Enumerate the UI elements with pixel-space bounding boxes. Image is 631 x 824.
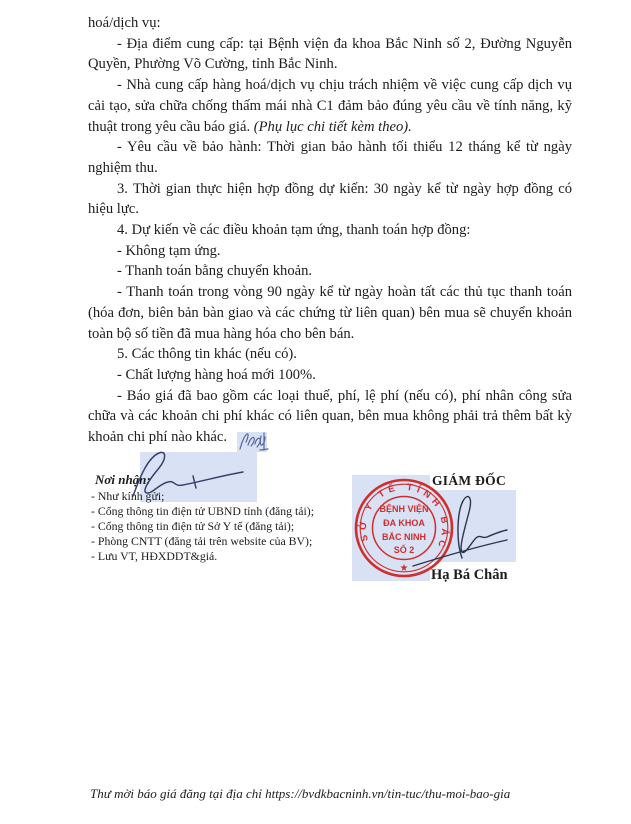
footer-note: Thư mời báo giá đăng tại địa chỉ https://bvdkbacninh.vn/tin-tuc/thu-moi-bao-gia — [90, 786, 511, 801]
recipients-label: Nơi nhận: — [95, 472, 151, 487]
body-paragraph — [88, 137, 572, 178]
paragraph-text: - Yêu cầu về bảo hành: Thời gian bảo hành tối thiểu 12 tháng kể từ ngày nghiệm thu. — [88, 139, 572, 176]
body-paragraph — [88, 13, 572, 34]
body-paragraph — [88, 75, 572, 137]
stamp-center-line-1: BỆNH VIỆN — [379, 504, 429, 514]
body-paragraph — [88, 386, 572, 448]
stamp-star-icon: ★ — [399, 563, 409, 574]
stamp-center-line-4: SỐ 2 — [393, 545, 415, 555]
director-title: GIÁM ĐỐC — [432, 473, 507, 488]
paragraph-text: - Báo giá đã bao gồm các loại thuế, phí, lệ phí (nếu có), phí nhân công sửa chữa và các khoản chi phí khác có liên quan, bên mua không phải trả thêm bất kỳ khoản chi phí nào khác. — [88, 387, 572, 446]
paragraph-text: 4. Dự kiến về các điều khoản tạm ứng, thanh toán hợp đồng: — [117, 222, 471, 239]
body-paragraph — [88, 179, 572, 220]
left-signature-scribble — [125, 446, 255, 502]
body-paragraph — [88, 241, 572, 262]
body-paragraph — [88, 282, 572, 344]
paragraph-text: - Thanh toán trong vòng 90 ngày kể từ ngày hoàn tất các thủ tục thanh toán (hóa đơn, biên bản bàn giao và các chứng từ liên quan) bên mua sẽ chuyển khoản toàn bộ số tiền đã mua hàng hóa cho bên bán. — [88, 284, 572, 342]
paragraph-text: - Nhà cung cấp hàng hoá/dịch vụ chịu trách nhiệm về việc cung cấp dịch vụ cải tạo, sửa chữa chống thấm mái nhà C1 đảm bảo đúng yêu cầu về tính năng, kỹ thuật trong yêu cầu báo giá. — [88, 77, 572, 135]
recipient-item: - Cổng thông tin điện tử UBND tỉnh (đăng tải); — [91, 504, 314, 518]
director-signature-scribble — [405, 490, 517, 570]
paragraph-text: - Chất lượng hàng hoá mới 100%. — [117, 366, 316, 383]
body-paragraph — [88, 365, 572, 386]
stamp-center-line-2: ĐA KHOA — [383, 518, 425, 528]
paragraph-text: - Địa điểm cung cấp: tại Bệnh viện đa khoa Bắc Ninh số 2, Đường Nguyễn Quyền, Phường Võ Cường, tỉnh Bắc Ninh. — [88, 35, 572, 73]
body-paragraph — [88, 344, 572, 365]
body-paragraph — [88, 261, 572, 282]
paragraph-text: hoá/dịch vụ: — [88, 15, 161, 31]
recipient-item: - Phòng CNTT (đăng tải trên website của BV); — [91, 534, 313, 548]
paragraph-text: - Không tạm ứng. — [117, 242, 221, 259]
stamp-center-line-3: BẮC NINH — [382, 532, 426, 542]
paragraph-text: 3. Thời gian thực hiện hợp đồng dự kiến: 30 ngày kể từ ngày hợp đồng có hiệu lực. — [88, 180, 572, 218]
document-body — [88, 13, 572, 448]
paragraph-text: - Thanh toán bằng chuyển khoản. — [117, 263, 313, 280]
paragraph-italic-note: (Phụ lục chi tiết kèm theo). — [253, 118, 412, 135]
stamp-ring-text: SỞ Y TẾ TỈNH BẮC NINH — [348, 468, 451, 549]
director-name: Hạ Bá Chân — [431, 567, 508, 583]
recipient-item: - Lưu VT, HĐXDDT&giá. — [91, 549, 218, 563]
recipient-item: - Cổng thông tin điện tử Sở Y tế (đăng tải); — [91, 519, 295, 533]
paragraph-text: 5. Các thông tin khác (nếu có). — [117, 346, 297, 363]
body-paragraph — [88, 220, 572, 241]
recipient-item: - Như kính gửi; — [91, 489, 165, 503]
body-paragraph — [88, 34, 572, 75]
